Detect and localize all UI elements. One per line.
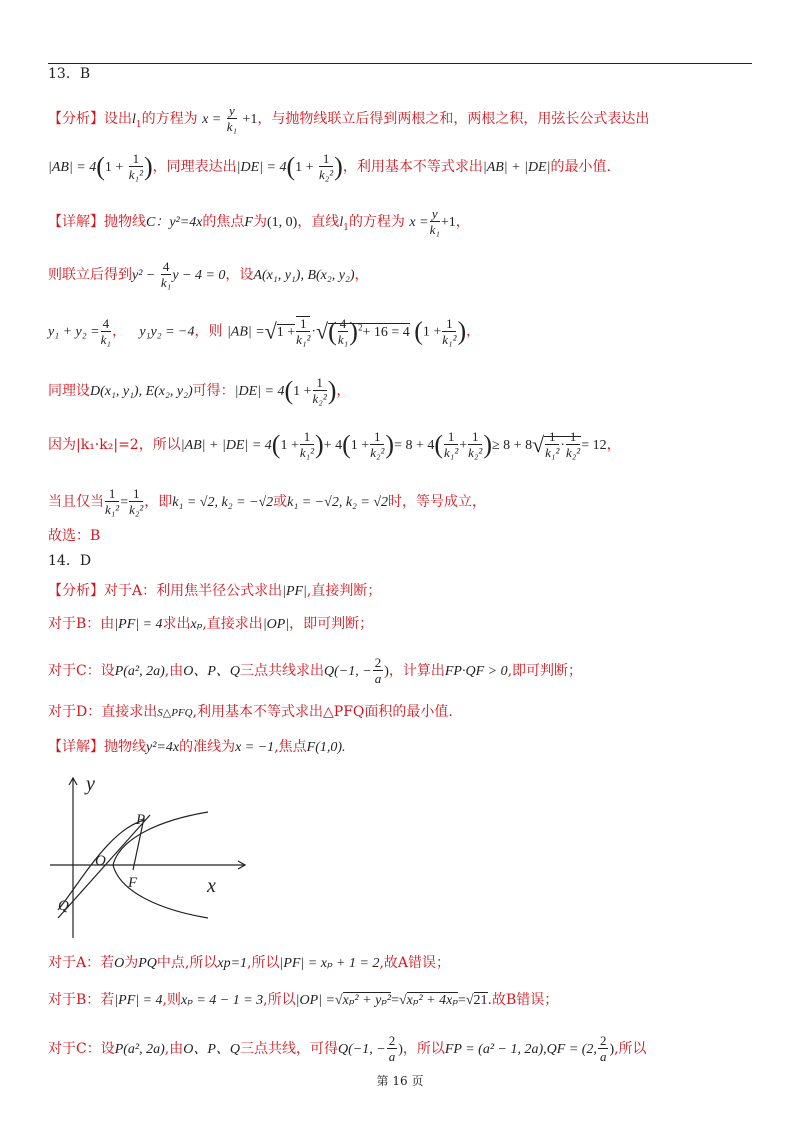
q13-title: 13．B	[48, 66, 91, 82]
q13-detail-3: y₁ + y₂ = $\frac{4}{\text{k₁}}$ ， y₁y₂ = −4，则 |AB| =√1 + $\frac{1}{\text{k₁²}}$ ·√( $\frac{4}{\text{k₁}}$ )$^2$+ 16 = 4 (1 + $\frac{1}{\text{k₁²}}$ )，	[48, 315, 481, 347]
graph-x-label: x	[207, 875, 216, 897]
q14-detail: 【详解】抛物线y²=4x的准线为x = −1,焦点F(1,0).	[48, 739, 346, 755]
q13-detail-1: 【详解】抛物线C：y²=4x的焦点F为(1, 0)，直线$l_1$的方程为 x = $\frac{y}{\text{k₁}}$ +1，	[48, 206, 470, 237]
q14-option-c: 对于C：设P(a², 2a),由O、P、Q三点共线，可得Q(−1, − $\frac{2}{a}$ )，所以FP = (a² − 1, 2a),QF = (2, $\frac{2}{a}$ ),所以	[48, 1033, 647, 1064]
q13-answer: 故选：B	[48, 528, 101, 544]
q14-analysis-b: 对于B：由|PF| = 4求出xₚ,直接求出|OP|，即可判断；	[48, 616, 374, 632]
parabola-graph	[40, 768, 260, 948]
q13-detail-2: 则联立后得到y² − $\frac{4}{\text{k₁}}$ y − 4 = 0，设A(x₁, y₁), B(x₂, y₂)，	[48, 259, 369, 290]
q14-analysis-a: 【分析】对于A：利用焦半径公式求出|PF|,直接判断；	[48, 583, 382, 599]
graph-o-label: O	[95, 853, 106, 869]
graph-f-label: F	[128, 875, 138, 891]
q14-option-b: 对于B：若|PF| = 4,则xₚ = 4 − 1 = 3,所以|OP| =√xₚ² + yₚ²=√xₚ² + 4xₚ=√21.故B错误；	[48, 992, 559, 1008]
q13-detail-5: 因为|k₁·k₂|=2，所以|AB| + |DE| = 4(1 + $\frac{1}{\text{k₁²}}$ )+ 4(1 + $\frac{1}{\text{k₂²}}$ )= 8 + 4( $\frac{1}{\text{k₁²}}$ + $\frac{1}{\text{k₂²}}$ )≥ 8 + 8√ $\frac{1}{\text{k₁²}}$ · $\frac{1}{\text{k₂²}}$ = 12，	[48, 429, 621, 460]
q13-analysis-1: 【分析】设出$l_1$的方程为 x = $\frac{y}{\text{k₁}}$ +1，与抛物线联立后得到两根之和，两根之积，用弦长公式表达出	[48, 103, 650, 134]
graph-p-label: P	[136, 812, 146, 828]
q14-option-a: 对于A：若O为PQ中点,所以xp=1,所以|PF| = xₚ + 1 = 2,故A错误；	[48, 955, 451, 971]
page-footer: 第 16 页	[376, 1074, 424, 1088]
q13-detail-4: 同理设D(x₁, y₁), E(x₂, y₂)可得：|DE| = 4(1 + $\frac{1}{\text{k₂²}}$ )，	[48, 375, 351, 406]
graph-q-label: Q	[58, 898, 69, 914]
q14-analysis-d: 对于D：直接求出S△PFQ,利用基本不等式求出△PFQ面积的最小值.	[48, 704, 453, 720]
q13-analysis-2: |AB| = 4(1 + $\frac{1}{\text{k₁²}}$ )，同理表达出|DE| = 4(1 + $\frac{1}{\text{k₂²}}$ )，利用基本不等式求出|AB| + |DE|的最小值.	[48, 151, 611, 182]
graph-y-label: y	[86, 773, 95, 795]
q13-detail-6: 当且仅当 $\frac{1}{\text{k₁²}}$ = $\frac{1}{\text{k₂²}}$ ，即k₁ = √2, k₂ = −√2或k₁ = −√2, k₂ = √2时，等号成立，	[48, 486, 487, 517]
fraction: $\frac{y}{\text{k₁}}$	[226, 103, 237, 134]
q14-title: 14．D	[48, 553, 92, 569]
top-rule	[48, 63, 752, 64]
q14-analysis-c: 对于C：设P(a², 2a),由O、P、Q三点共线求出Q(−1, − $\frac{2}{a}$ )，计算出FP·QF > 0,即可判断；	[48, 655, 583, 686]
